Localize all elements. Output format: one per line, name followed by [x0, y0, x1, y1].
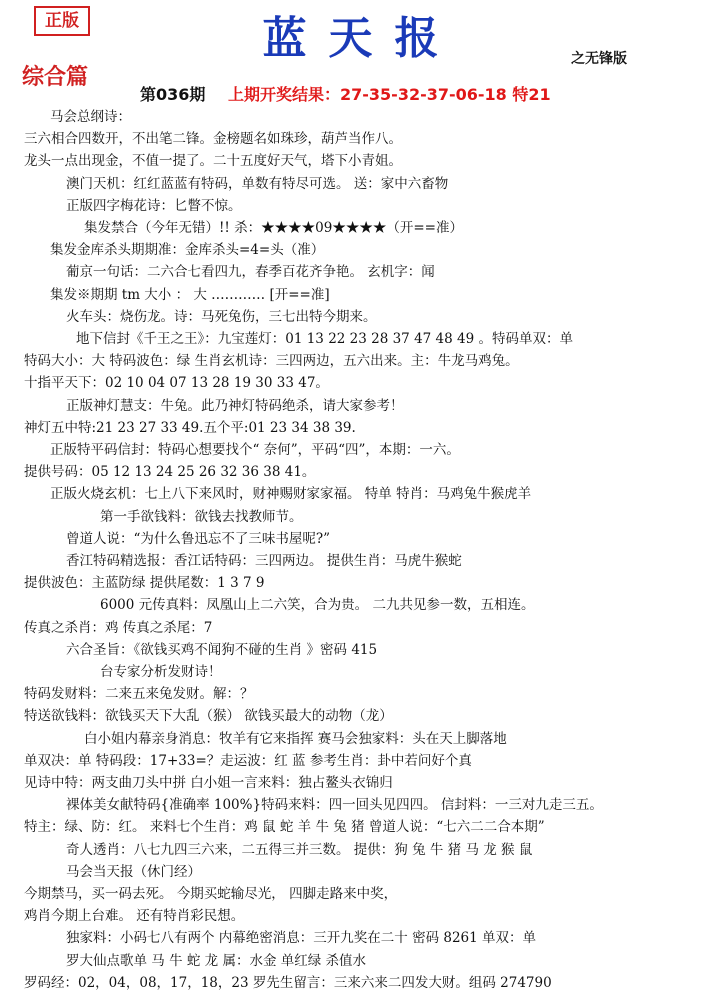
content-line: 正版火烧玄机：七上八下来风时，财神赐财家家福。 特单 特肖：马鸡兔牛猴虎羊	[50, 486, 532, 503]
content-line: 单双决：单 特码段：17+33=？走运波：红 蓝 参考生肖：卦中若问好个真	[24, 752, 472, 769]
content-line: 提供波色：主蓝防绿 提供尾数：1 3 7 9	[24, 575, 265, 592]
content-line: 台专家分析发财诗！	[100, 664, 222, 680]
content-line: 裸体美女献特码{准确率 100%}特码来料：四一回头见四四。 信封料：一三对九走三五。	[66, 797, 603, 814]
content-line: 曾道人说：“为什么鲁迅忘不了三味书屋呢?”	[66, 530, 331, 547]
content-line: 集发金库杀头期期准：金库杀头=4=头（准）	[50, 242, 325, 259]
content-line: 特码发财料：二来五来兔发财。解：？	[24, 686, 254, 703]
content-line: 罗码经：02，04，08，17，18，23 罗先生留言：三来六来二四发大财。组码 274790	[24, 974, 552, 991]
content-line: 香江特码精选报：香江话特码：三四两边。 提供生肖：马虎牛猴蛇	[66, 553, 462, 569]
content-line: 澳门天机：红红蓝蓝有特码，单数有特尽可选。 送：家中六畜物	[66, 175, 449, 192]
issue-number: 第036期	[140, 85, 206, 104]
content-line: 见诗中特：两支曲刀头中拼 白小姐一言来料：独占鳌头衣锦归	[24, 775, 393, 791]
content-line: 罗大仙点歌单 马 牛 蛇 龙 属：水金 单红绿 杀值水	[66, 952, 367, 969]
content-line: 正版特平码信封：特码心想要找个“ 奈何”，平码“四”，本期：一六。	[50, 442, 460, 458]
content-line: 特送欲钱料：欲钱买天下大乱（猴） 欲钱买最大的动物（龙）	[24, 708, 393, 725]
content-line: 地下信封《千王之王》：九宝莲灯：01 13 22 23 28 37 47 48 49 。特码单双：单	[76, 331, 573, 347]
content-line: 火车头：烧伤龙。诗：马死兔伤，三七出特今期来。	[66, 308, 377, 325]
content-line: 六合圣旨：《欲钱买鸡不闻狗不碰的生肖 》密码 415	[66, 641, 378, 658]
content-line: 奇人透肖：八七九四三六来，二五得三并三数。 提供：狗 兔 牛 猪 马 龙 猴 鼠	[66, 841, 533, 858]
content-line: 三六相合四数开，不出笔二锋。金榜题名如珠珍，葫芦当作八。	[24, 131, 402, 148]
content-line: 独家料：小码七八有两个 内幕绝密消息：三开九奖在二十 密码 8261 单双：单	[66, 930, 537, 947]
content-line: 十指平天下：02 10 04 07 13 28 19 30 33 47。	[24, 375, 329, 392]
content-line: 特码大小：大 特码波色：绿 生肖玄机诗：三四两边，五六出来。主：牛龙马鸡兔。	[24, 353, 519, 370]
content-line: 传真之杀肖：鸡 传真之杀尾：7	[24, 619, 213, 636]
content-line: 白小姐内幕亲身消息：牧羊有它来指挥 赛马会独家料：头在天上脚落地	[84, 730, 507, 747]
edition-badge: 正版	[34, 6, 90, 36]
content-line: 马会当天报（休门经）	[66, 863, 201, 880]
section-title: 综合篇	[22, 65, 89, 90]
edition-label: 之无锋版	[571, 51, 627, 67]
content-line: 特主：绿、防：红。 来料七个生肖：鸡 鼠 蛇 羊 牛 兔 猪 曾道人说：“七六二二合本期”	[24, 819, 545, 836]
content-line: 第一手欲钱料：欲钱去找教师节。	[100, 508, 303, 525]
content-line: 马会总纲诗：	[50, 109, 131, 125]
content-line: 正版神灯慧支：牛兔。此乃神灯特码绝杀，请大家参考！	[66, 397, 404, 414]
content-line: 提供号码：05 12 13 24 25 26 32 36 38 41。	[24, 464, 316, 481]
content-line: 正版四字梅花诗：匕瞥不惊。	[66, 197, 242, 214]
masthead-title: 蓝天报	[262, 13, 461, 64]
content-line: 葡京一句话：二六合七看四九，春季百花齐争艳。 玄机字：闻	[66, 264, 435, 281]
content-line: 今期禁马，买一码去死。 今期买蛇输尽光， 四脚走路来中奖，	[24, 886, 398, 902]
content-line: 集发※期期 tm 大小 ： 大 ………… [开==准]	[50, 286, 330, 303]
content-line: 6000 元传真料：凤凰山上二六笑，合为贵。 二九共见参一数，五相连。	[100, 597, 535, 614]
content-line: 龙头一点出现金，不值一提了。二十五度好天气，塔下小青姐。	[24, 153, 402, 170]
last-result: 上期开奖结果：27-35-32-37-06-18 特21	[228, 85, 551, 104]
content-line: 神灯五中特:21 23 27 33 49.五个平:01 23 34 38 39.	[24, 419, 356, 436]
content-line: 集发禁合（今年无错）!! 杀：★★★★09★★★★（开==准）	[84, 220, 463, 236]
content-line: 鸡肖今期上台难。 还有特肖彩民想。	[24, 908, 245, 925]
